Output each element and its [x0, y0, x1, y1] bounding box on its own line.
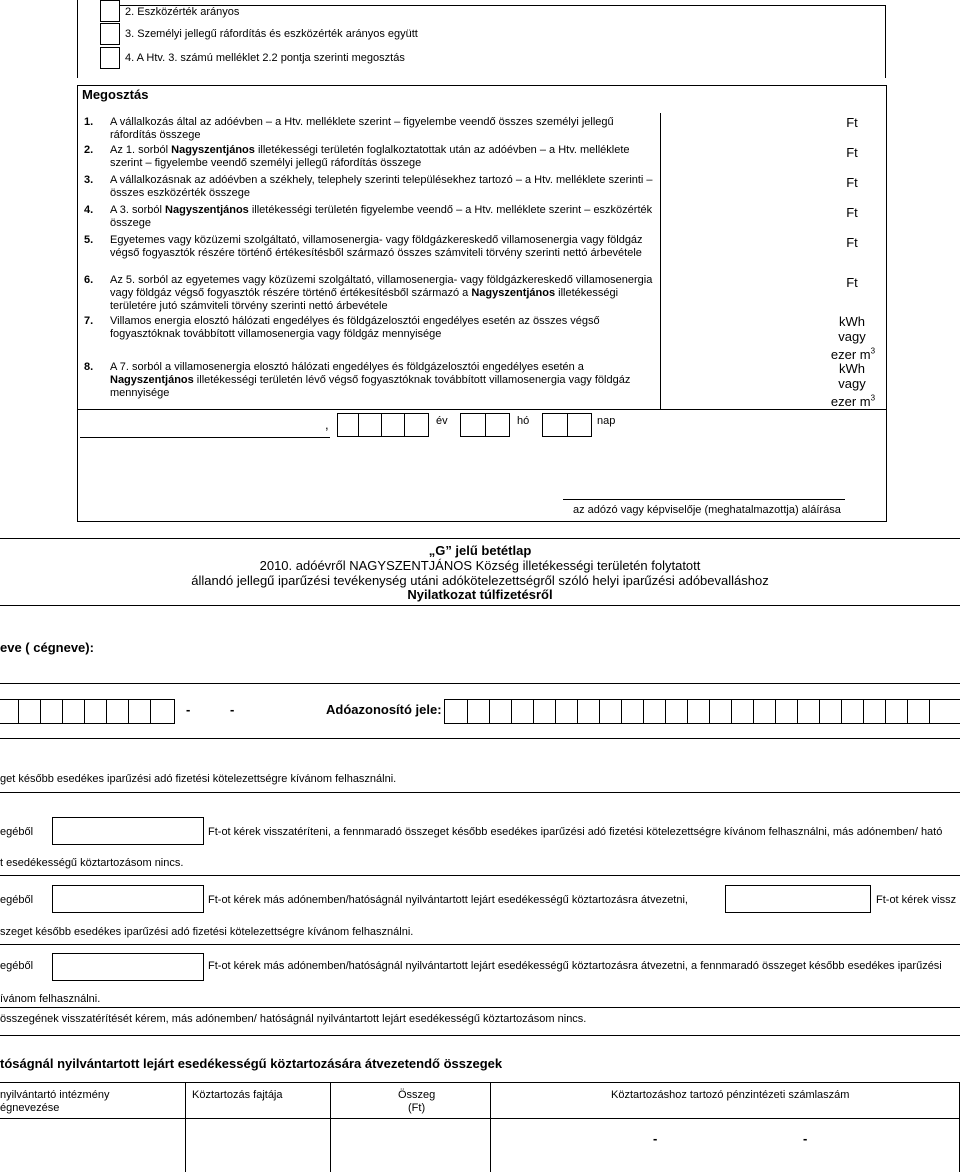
sig-border-left: [77, 409, 78, 521]
option-5-divider: [0, 1035, 960, 1036]
option-4-divider: [0, 1007, 960, 1008]
debt-col3-header-line1: Összeg: [398, 1089, 436, 1101]
megosztas-header: [77, 85, 887, 113]
option-checkbox-3[interactable]: [100, 23, 120, 45]
option-1-text: get később esedékes iparűzési adó fizetési kötelezettségre kívánom felhasználni.: [0, 773, 397, 785]
option-3-left: egéből: [0, 894, 34, 906]
megosztas-border-left: [77, 113, 78, 409]
row-unit: Ft: [846, 175, 858, 190]
account-dash-2: -: [803, 1131, 808, 1146]
row-unit-kwh: kWh: [839, 361, 865, 376]
megosztas-col-divider: [660, 113, 661, 409]
debt-col3-header-line2: (Ft): [408, 1102, 426, 1114]
row-text: A 7. sorból a villamosenergia elosztó hálózati engedélyes és földgázelosztói engedélyes esetén a Nagyszentjános illetékességi területén lévő végső fogyasztóknak továbbított villamosenergia vagy földgáz mennyisége: [110, 361, 631, 399]
debt-table-title: tóságnál nyilvántartott lejárt esedékességű köztartozására átvezetendő összegek: [0, 1056, 503, 1071]
row-number: 1.: [84, 116, 94, 128]
tax-id-dash-1: -: [186, 702, 191, 717]
tax-id-boxes-2[interactable]: [444, 699, 960, 724]
account-dash-1: -: [653, 1131, 658, 1146]
g-subtitle-1: 2010. adóévről NAGYSZENTJÁNOS Község illetékességi területén folytatott: [259, 558, 701, 573]
place-line[interactable]: [80, 437, 330, 438]
row-unit: Ft: [846, 205, 858, 220]
option-checkbox-4[interactable]: [100, 47, 120, 69]
debt-col2-header: Köztartozás fajtája: [192, 1089, 283, 1101]
option-3-right: Ft-ot kérek vissz: [876, 894, 957, 906]
option-2-left: egéből: [0, 826, 34, 838]
month-boxes[interactable]: [460, 413, 510, 437]
section-border-right: [885, 5, 886, 78]
option-4-left: egéből: [0, 960, 34, 972]
row-text: A vállalkozás által az adóévben – a Htv. melléklete szerint – figyelembe veendő összes személyi jellegű ráfordítás összege: [110, 116, 614, 141]
debt-col-divider-3: [490, 1082, 491, 1172]
row-number: 8.: [84, 361, 94, 373]
row-number: 7.: [84, 315, 94, 327]
option-2-amount-field[interactable]: [52, 817, 204, 845]
g-title: „G” jelű betétlap: [428, 543, 532, 558]
row-unit-vagy: vagy: [838, 376, 866, 391]
tax-id-boxes-1[interactable]: [0, 699, 175, 724]
debt-col-divider-2: [330, 1082, 331, 1172]
row-unit: Ft: [846, 275, 858, 290]
debt-col1-header-line1: nyilvántartó intézmény: [0, 1089, 110, 1101]
row-unit: Ft: [846, 235, 858, 250]
option-3-divider: [0, 944, 960, 945]
month-label: hó: [517, 415, 530, 427]
row-unit: Ft: [846, 145, 858, 160]
option-1-divider: [0, 792, 960, 793]
row-number: 5.: [84, 234, 94, 246]
option-3-refund-field[interactable]: [725, 885, 871, 913]
debt-col4-header: Köztartozáshoz tartozó pénzintézeti számlaszám: [611, 1089, 850, 1101]
row-number: 6.: [84, 274, 94, 286]
tax-id-label: Adóazonosító jele:: [326, 702, 442, 717]
row-unit-kwh: kWh: [839, 314, 865, 329]
debt-col-divider-1: [185, 1082, 186, 1172]
megosztas-title: Megosztás: [82, 87, 149, 102]
option-5-text: összegének visszatérítését kérem, más adónemben/ hatóságnál nyilvántartott lejárt esedékességű köztartozásom nincs.: [0, 1013, 587, 1025]
day-label: nap: [597, 415, 616, 427]
comma: ,: [325, 417, 329, 432]
option-2-cont: t esedékességű köztartozásom nincs.: [0, 857, 184, 869]
row-number: 3.: [84, 174, 94, 186]
sig-border-bottom: [77, 521, 887, 522]
sig-border-right: [886, 409, 887, 521]
debt-col1-header-line2: égnevezése: [0, 1102, 60, 1114]
row-unit-m3: ezer $m^3$: [830, 347, 876, 363]
debt-header-divider: [0, 1118, 960, 1119]
name-label: eve ( cégneve):: [0, 640, 94, 655]
year-label: év: [436, 415, 448, 427]
row-text: Az 5. sorból az egyetemes vagy közüzemi szolgáltató, villamosenergia- vagy földgázkereskedő villamosenergia vagy földgáz végső fogyasztók részére történő értékesítésből származó a Nagyszentjános illetékességi területére jutó számviteli törvény szerinti nettó árbevétele: [110, 274, 653, 312]
option-label-4: 4. A Htv. 3. számú melléklet 2.2 pontja szerinti megosztás: [125, 52, 405, 64]
option-3-amount-field[interactable]: [52, 885, 204, 913]
option-4-text: Ft-ot kérek más adónemben/hatóságnál nyilvántartott lejárt esedékességű köztartozásra átvezetni, a fennmaradó összeget később esedékes iparűzési: [208, 960, 942, 972]
megosztas-border-right: [886, 113, 887, 409]
option-2-text: Ft-ot kérek visszatéríteni, a fennmaradó összeget később esedékes iparűzési adó fizetési kötelezettségre kívánom felhasználni, más adónemben/ ható: [208, 826, 943, 838]
row-text: A vállalkozásnak az adóévben a székhely, telephely szerinti településekhez tartozó – a Htv. melléklete szerinti – összes eszközérték összege: [110, 174, 653, 199]
name-divider: [0, 683, 960, 684]
signature-line[interactable]: [563, 499, 845, 500]
option-checkbox-2[interactable]: [100, 0, 120, 22]
row-number: 2.: [84, 144, 94, 156]
g-subtitle-2: állandó jellegű iparűzési tevékenység utáni adókötelezettségről szóló helyi iparűzési adóbevalláshoz: [191, 573, 769, 588]
row-text: Villamos energia elosztó hálózati engedélyes és földgázelosztói engedélyes esetén az összes végső fogyasztóknak továbbított villamosenergia vagy földgáz mennyisége: [110, 315, 600, 340]
tax-id-divider: [0, 738, 960, 739]
row-number: 4.: [84, 204, 94, 216]
year-boxes[interactable]: [337, 413, 429, 437]
tax-id-dash-2: -: [230, 702, 235, 717]
option-label-3: 3. Személyi jellegű ráfordítás és eszközérték arányos együtt: [125, 28, 418, 40]
row-text: Az 1. sorból Nagyszentjános illetékességi területén foglalkoztatottak után az adóévben – a Htv. melléklete szerint – figyelembe veendő személyi jellegű ráfordítás összege: [110, 144, 630, 169]
row-text: A 3. sorból Nagyszentjános illetékességi területén figyelembe veendő – a Htv. melléklete szerint – eszközérték összege: [110, 204, 653, 229]
row-unit: Ft: [846, 115, 858, 130]
option-3-text: Ft-ot kérek más adónemben/hatóságnál nyilvántartott lejárt esedékességű köztartozásra átvezetni,: [208, 894, 688, 906]
row-unit-m3: ezer $m^3$: [830, 394, 876, 410]
debt-table-top: [0, 1082, 960, 1083]
option-2-divider: [0, 875, 960, 876]
section-border-left: [77, 0, 78, 78]
option-label-2: 2. Eszközérték arányos: [125, 6, 240, 18]
g-subtitle-3: Nyilatkozat túlfizetésről: [407, 587, 553, 602]
g-top-border: [0, 538, 960, 539]
megosztas-border-bottom: [77, 409, 887, 410]
option-4-amount-field[interactable]: [52, 953, 204, 981]
option-4-cont: ívánom felhasználni.: [0, 993, 101, 1005]
g-title-border: [0, 605, 960, 606]
row-unit-vagy: vagy: [838, 329, 866, 344]
option-3-cont: szeget később esedékes iparűzési adó fizetési kötelezettségre kívánom felhasználni.: [0, 926, 414, 938]
row-text: Egyetemes vagy közüzemi szolgáltató, villamosenergia- vagy földgázkereskedő villamosenergia vagy földgáz végső fogyasztók részére történő értékesítésből származó összes számviteli törvény szerinti nettó árbevétele: [110, 234, 643, 259]
day-boxes[interactable]: [542, 413, 592, 437]
signature-caption: az adózó vagy képviselője (meghatalmazottja) aláírása: [573, 504, 841, 516]
